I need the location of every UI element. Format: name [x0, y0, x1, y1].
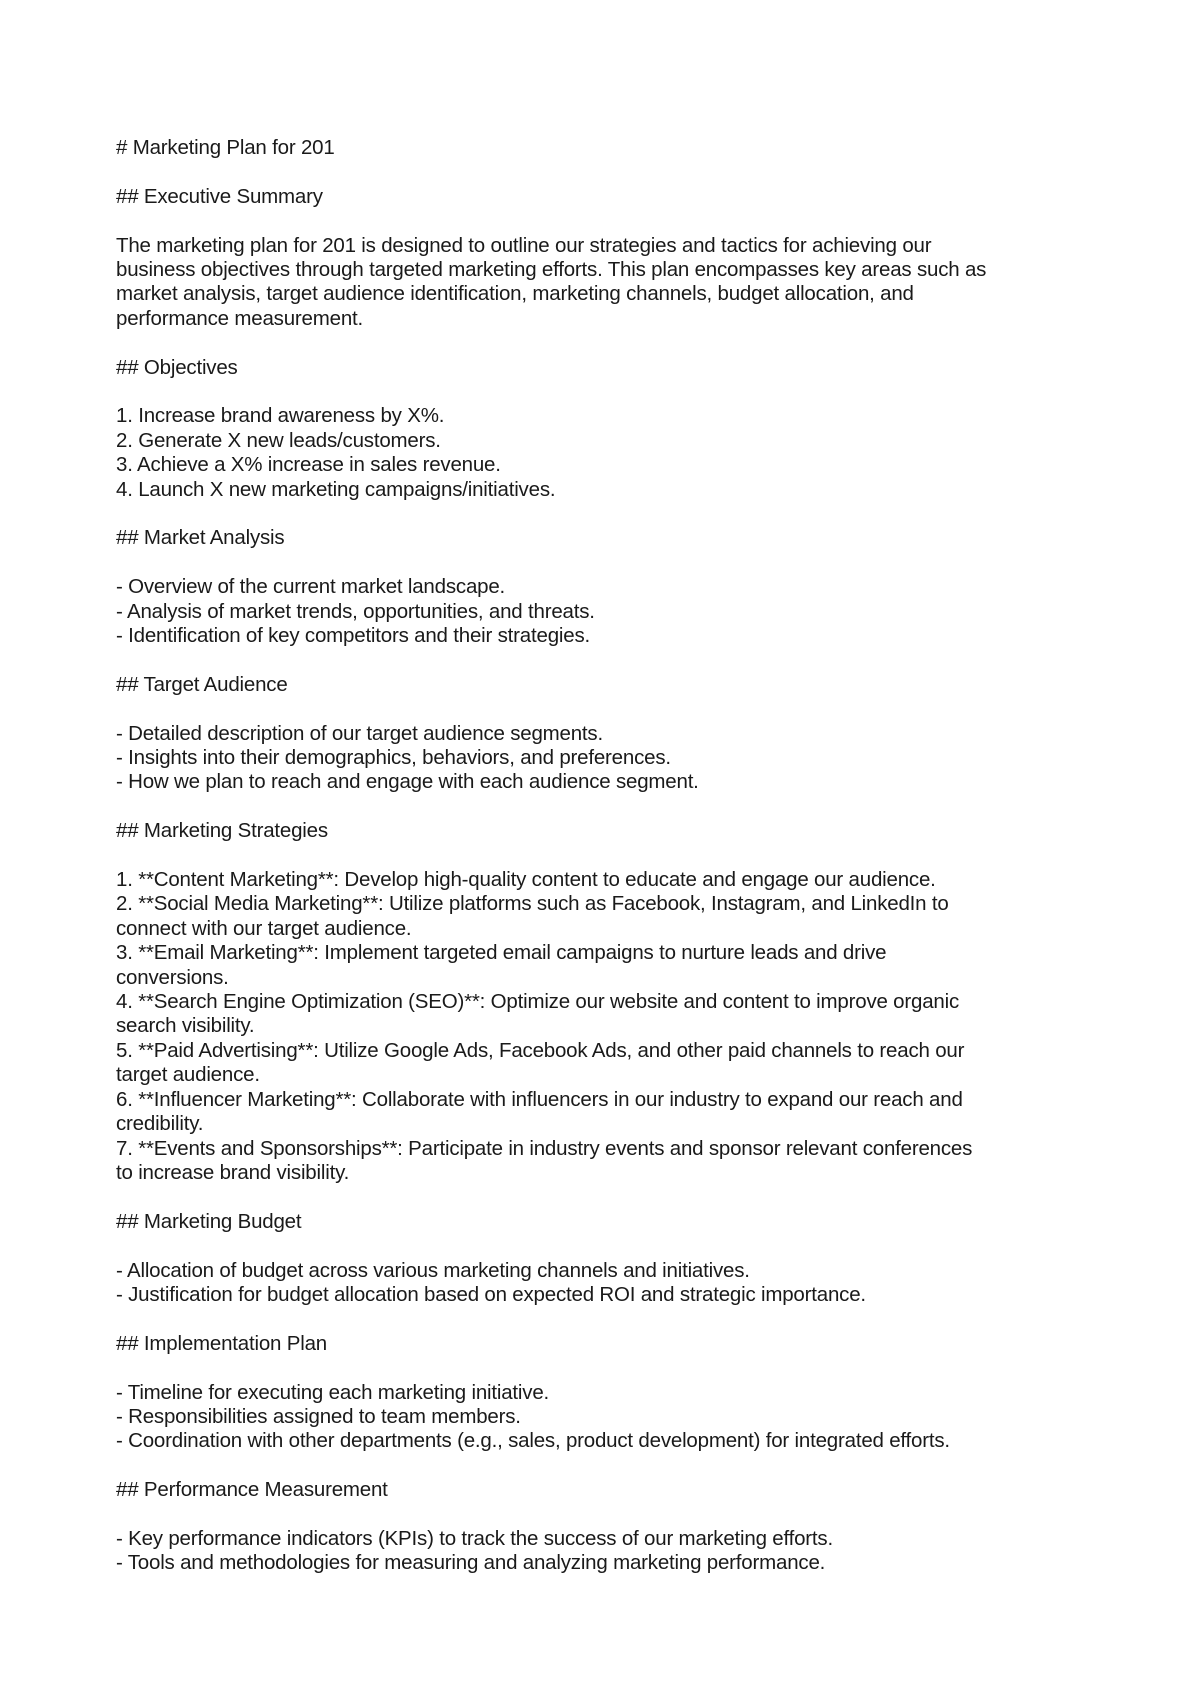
- marketing-strategies-line: search visibility.: [116, 1014, 255, 1038]
- objectives-item: 3. Achieve a X% increase in sales revenue.: [116, 453, 501, 477]
- document-body: [116, 136, 1106, 1576]
- target-audience-item: - Detailed description of our target audience segments.: [116, 721, 603, 745]
- performance-measurement-heading: ## Performance Measurement: [116, 1478, 388, 1502]
- marketing-strategies-line: 5. **Paid Advertising**: Utilize Google Ads, Facebook Ads, and other paid channels to reach our: [116, 1038, 965, 1062]
- marketing-strategies-line: 2. **Social Media Marketing**: Utilize platforms such as Facebook, Instagram, and LinkedIn to: [116, 892, 949, 916]
- marketing-strategies-line: credibility.: [116, 1112, 204, 1136]
- target-audience-heading: ## Target Audience: [116, 672, 288, 696]
- market-analysis-item: - Identification of key competitors and their strategies.: [116, 624, 591, 648]
- market-analysis-list: [116, 575, 1106, 648]
- objectives-item: 4. Launch X new marketing campaigns/initiatives.: [116, 477, 556, 501]
- objectives-item: 1. Increase brand awareness by X%.: [116, 404, 445, 428]
- marketing-budget-list: [116, 1259, 1106, 1308]
- executive-summary-line: market analysis, target audience identification, marketing channels, budget allocation, and: [116, 282, 914, 306]
- marketing-strategies-heading: ## Marketing Strategies: [116, 819, 328, 843]
- market-analysis-item: - Analysis of market trends, opportunities, and threats.: [116, 599, 595, 623]
- marketing-strategies-list: [116, 868, 1106, 1185]
- marketing-strategies-line: to increase brand visibility.: [116, 1160, 350, 1184]
- performance-measurement-list: [116, 1527, 1106, 1576]
- target-audience-item: - How we plan to reach and engage with each audience segment.: [116, 770, 699, 794]
- marketing-budget-heading: ## Marketing Budget: [116, 1209, 302, 1233]
- implementation-plan-item: - Coordination with other departments (e.g., sales, product development) for integrated efforts.: [116, 1429, 950, 1453]
- marketing-strategies-line: 1. **Content Marketing**: Develop high-quality content to educate and engage our audience.: [116, 868, 936, 892]
- implementation-plan-heading: ## Implementation Plan: [116, 1331, 327, 1355]
- objectives-list: [116, 404, 1106, 502]
- executive-summary-line: The marketing plan for 201 is designed to outline our strategies and tactics for achieving our: [116, 233, 932, 257]
- executive-summary-line: business objectives through targeted marketing efforts. This plan encompasses key areas such as: [116, 258, 987, 281]
- target-audience-list: [116, 722, 1106, 795]
- marketing-strategies-line: 7. **Events and Sponsorships**: Participate in industry events and sponsor relevant conferences: [116, 1136, 973, 1160]
- objectives-heading: ## Objectives: [116, 355, 238, 379]
- executive-summary-line: performance measurement.: [116, 306, 364, 330]
- objectives-item: 2. Generate X new leads/customers.: [116, 428, 441, 452]
- document-title: # Marketing Plan for 201: [116, 136, 335, 159]
- marketing-budget-item: - Allocation of budget across various marketing channels and initiatives.: [116, 1258, 750, 1282]
- marketing-strategies-line: 3. **Email Marketing**: Implement targeted email campaigns to nurture leads and drive: [116, 941, 887, 965]
- marketing-strategies-line: conversions.: [116, 965, 229, 989]
- marketing-budget-item: - Justification for budget allocation based on expected ROI and strategic importance.: [116, 1282, 866, 1306]
- marketing-strategies-line: 4. **Search Engine Optimization (SEO)**: Optimize our website and content to improve organic: [116, 990, 960, 1014]
- performance-measurement-item: - Key performance indicators (KPIs) to track the success of our marketing efforts.: [116, 1526, 833, 1550]
- implementation-plan-item: - Timeline for executing each marketing initiative.: [116, 1380, 550, 1404]
- marketing-strategies-line: 6. **Influencer Marketing**: Collaborate with influencers in our industry to expand our reach and: [116, 1087, 963, 1111]
- market-analysis-heading: ## Market Analysis: [116, 526, 285, 550]
- marketing-strategies-line: target audience.: [116, 1063, 260, 1087]
- implementation-plan-list: [116, 1381, 1106, 1454]
- implementation-plan-item: - Responsibilities assigned to team members.: [116, 1404, 521, 1428]
- marketing-strategies-line: connect with our target audience.: [116, 916, 412, 940]
- executive-summary-heading: ## Executive Summary: [116, 184, 323, 208]
- market-analysis-item: - Overview of the current market landscape.: [116, 575, 506, 599]
- executive-summary-paragraph: [116, 234, 1106, 332]
- target-audience-item: - Insights into their demographics, behaviors, and preferences.: [116, 746, 671, 770]
- performance-measurement-item: - Tools and methodologies for measuring and analyzing marketing performance.: [116, 1551, 826, 1575]
